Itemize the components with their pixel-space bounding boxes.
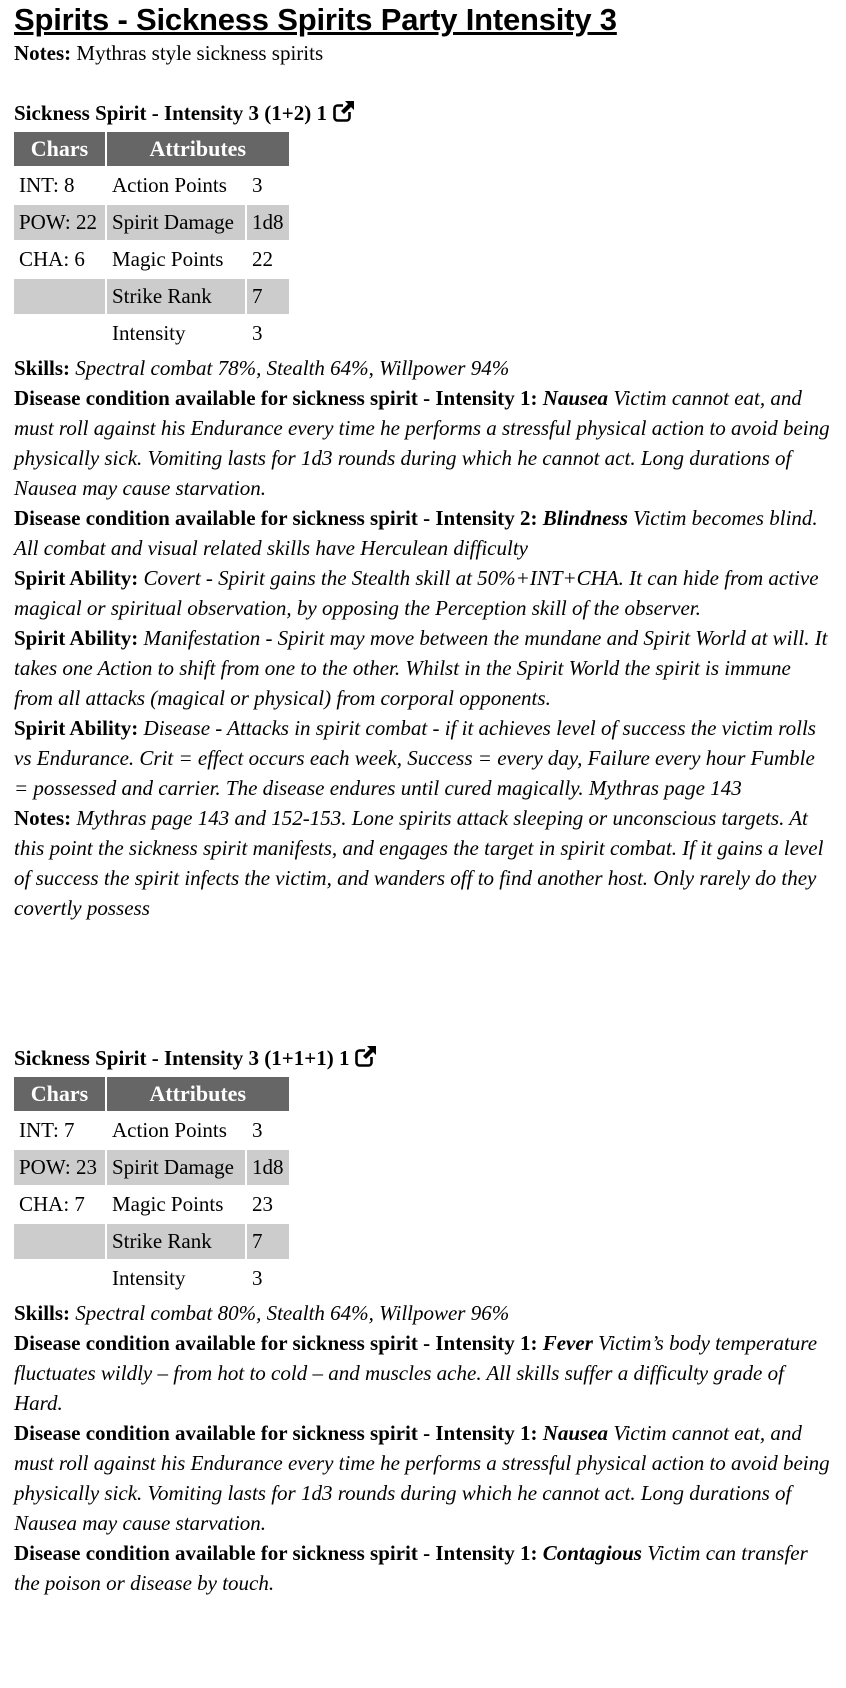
entry-text: Victim cannot eat, and must roll against his Endurance every time he performs a stressful physical action to avoid being physically sick. Vomiting lasts for 1d3 rounds during which he cannot act. Long durations of Nausea may cause starvation. bbox=[14, 1421, 830, 1535]
value-cell: 23 bbox=[252, 1192, 273, 1216]
entry bbox=[14, 503, 840, 563]
entry-text: Mythras page 143 and 152-153. Lone spirits attack sleeping or unconscious targets. At this point the sickness spirit manifests, and engages the target in spirit combat. If it gains a level of success the spirit infects the victim, and wanders off to find another host. Only rarely do they covertly possess bbox=[14, 806, 824, 920]
entry bbox=[14, 1538, 840, 1598]
page-title: Spirits - Sickness Spirits Party Intensity 3 bbox=[14, 2, 617, 37]
attr-cell: Action Points bbox=[112, 173, 227, 197]
char-cell bbox=[14, 1224, 105, 1259]
entry-label: Spirit Ability: bbox=[14, 566, 139, 590]
value-cell: 1d8 bbox=[247, 1150, 289, 1185]
char-cell bbox=[14, 279, 105, 314]
entry bbox=[14, 623, 840, 713]
table-row bbox=[14, 168, 289, 203]
skills-label: Skills: bbox=[14, 1301, 71, 1325]
external-link-icon[interactable] bbox=[333, 100, 355, 130]
external-link-icon[interactable] bbox=[355, 1045, 377, 1075]
attr-cell: Intensity bbox=[112, 1266, 186, 1290]
skills-line bbox=[14, 1298, 840, 1328]
spirit-title-text: Sickness Spirit - Intensity 3 (1+1+1) 1 bbox=[14, 1046, 350, 1070]
entry bbox=[14, 1328, 840, 1418]
table-row bbox=[14, 1224, 289, 1259]
entry-name: Blindness bbox=[542, 506, 628, 530]
value-cell: 1d8 bbox=[247, 205, 289, 240]
value-cell: 3 bbox=[252, 1118, 263, 1142]
entry-name: Contagious bbox=[542, 1541, 642, 1565]
entry-label: Spirit Ability: bbox=[14, 626, 139, 650]
attr-cell: Spirit Damage bbox=[107, 1150, 245, 1185]
char-cell bbox=[14, 316, 105, 351]
value-cell: 7 bbox=[247, 279, 289, 314]
entry bbox=[14, 803, 840, 923]
attr-cell: Magic Points bbox=[112, 1192, 224, 1216]
entry-text: Disease - Attacks in spirit combat - if it achieves level of success the victim rolls vs Endurance. Crit = effect occurs each week, Success = every day, Failure every hour Fumble = possessed and carrier. The disease endures until cured magically. Mythras page 143 bbox=[14, 716, 816, 800]
page-notes bbox=[14, 38, 840, 68]
header-chars: Chars bbox=[14, 132, 105, 166]
table-row bbox=[14, 1261, 289, 1296]
char-cell: INT: 7 bbox=[19, 1118, 75, 1142]
header-chars: Chars bbox=[14, 1077, 105, 1111]
notes-text: Mythras style sickness spirits bbox=[76, 41, 324, 65]
table-row bbox=[14, 279, 289, 314]
table-row bbox=[14, 1187, 289, 1222]
attr-cell: Strike Rank bbox=[107, 279, 245, 314]
char-cell: POW: 22 bbox=[14, 205, 105, 240]
stat-table bbox=[12, 130, 291, 353]
header-attributes: Attributes bbox=[107, 1077, 289, 1111]
entry-label: Disease condition available for sickness spirit - Intensity 1: bbox=[14, 1331, 538, 1355]
header-attributes: Attributes bbox=[107, 132, 289, 166]
attr-cell: Strike Rank bbox=[107, 1224, 245, 1259]
entry-label: Notes: bbox=[14, 806, 72, 830]
attr-cell: Spirit Damage bbox=[107, 205, 245, 240]
entry bbox=[14, 713, 840, 803]
entry-label: Disease condition available for sickness spirit - Intensity 1: bbox=[14, 1421, 538, 1445]
spirit-block-1 bbox=[14, 98, 840, 923]
table-row bbox=[14, 242, 289, 277]
char-cell: CHA: 6 bbox=[19, 247, 85, 271]
char-cell bbox=[14, 1261, 105, 1296]
value-cell: 22 bbox=[252, 247, 273, 271]
skills-label: Skills: bbox=[14, 356, 71, 380]
spirit-title bbox=[14, 98, 840, 130]
entry-text: Victim’s body temperature fluctuates wildly – from hot to cold – and muscles ache. All skills suffer a difficulty grade of Hard. bbox=[14, 1331, 818, 1415]
table-row bbox=[14, 316, 289, 351]
value-cell: 3 bbox=[252, 173, 263, 197]
spirit-title bbox=[14, 1043, 840, 1075]
entry-label: Disease condition available for sickness spirit - Intensity 1: bbox=[14, 1541, 538, 1565]
entry-name: Nausea bbox=[542, 386, 609, 410]
attr-cell: Action Points bbox=[112, 1118, 227, 1142]
entry-label: Spirit Ability: bbox=[14, 716, 139, 740]
value-cell: 3 bbox=[252, 1266, 263, 1290]
value-cell: 3 bbox=[252, 321, 263, 345]
entry-text: Manifestation - Spirit may move between the mundane and Spirit World at will. It takes one Action to shift from one to the other. Whilst in the Spirit World the spirit is immune from all attacks (magical or physical) from corporal opponents. bbox=[14, 626, 828, 710]
spirit-title-text: Sickness Spirit - Intensity 3 (1+2) 1 bbox=[14, 101, 327, 125]
entry-label: Disease condition available for sickness spirit - Intensity 1: bbox=[14, 386, 538, 410]
table-row bbox=[14, 205, 289, 240]
table-row bbox=[14, 1150, 289, 1185]
notes-label: Notes: bbox=[14, 41, 72, 65]
entry bbox=[14, 1418, 840, 1538]
entry bbox=[14, 563, 840, 623]
entry-text: Victim cannot eat, and must roll against his Endurance every time he performs a stressful physical action to avoid being physically sick. Vomiting lasts for 1d3 rounds during which he cannot act. Long durations of Nausea may cause starvation. bbox=[14, 386, 830, 500]
entry bbox=[14, 383, 840, 503]
char-cell: POW: 23 bbox=[14, 1150, 105, 1185]
char-cell: CHA: 7 bbox=[19, 1192, 85, 1216]
stat-table bbox=[12, 1075, 291, 1298]
attr-cell: Intensity bbox=[112, 321, 186, 345]
table-row bbox=[14, 1113, 289, 1148]
entry-text: Victim can transfer the poison or disease by touch. bbox=[14, 1541, 808, 1595]
char-cell: INT: 8 bbox=[19, 173, 75, 197]
entry-label: Disease condition available for sickness spirit - Intensity 2: bbox=[14, 506, 538, 530]
attr-cell: Magic Points bbox=[112, 247, 224, 271]
skills-text: Spectral combat 80%, Stealth 64%, Willpower 96% bbox=[75, 1301, 510, 1325]
entry-name: Fever bbox=[542, 1331, 593, 1355]
entry-text: Covert - Spirit gains the Stealth skill at 50%+INT+CHA. It can hide from active magical or spiritual observation, by opposing the Perception skill of the observer. bbox=[14, 566, 819, 620]
page bbox=[14, 0, 840, 1598]
value-cell: 7 bbox=[247, 1224, 289, 1259]
entry-text: Victim becomes blind. All combat and visual related skills have Herculean difficulty bbox=[14, 506, 818, 560]
spirit-block-2 bbox=[14, 1043, 840, 1598]
skills-line bbox=[14, 353, 840, 383]
skills-text: Spectral combat 78%, Stealth 64%, Willpower 94% bbox=[75, 356, 510, 380]
entry-name: Nausea bbox=[542, 1421, 609, 1445]
